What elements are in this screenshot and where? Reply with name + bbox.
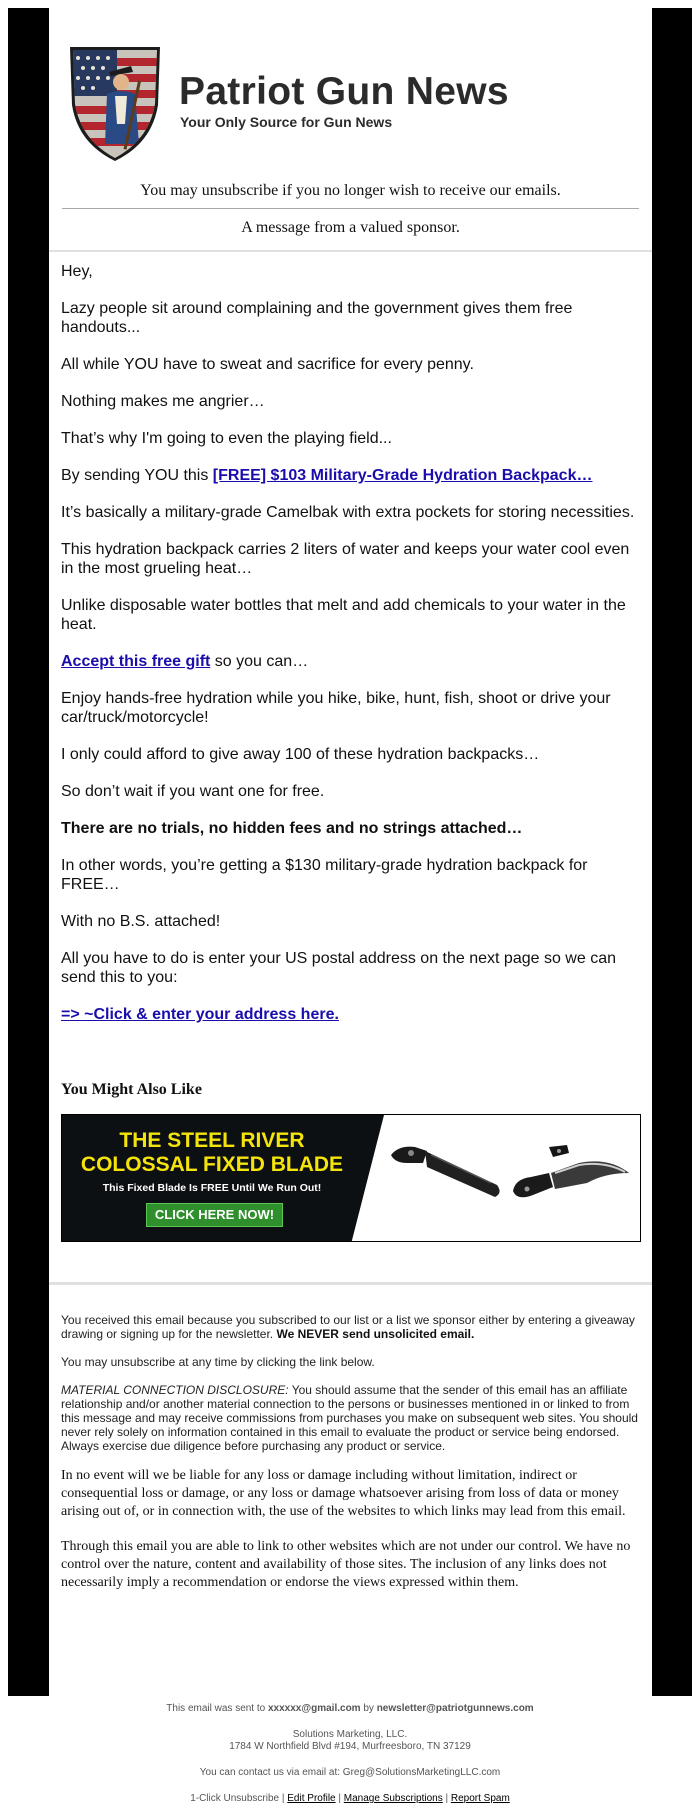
divider	[49, 250, 652, 252]
footer-links	[0, 1793, 700, 1805]
divider	[62, 208, 639, 209]
paragraph	[61, 1005, 643, 1024]
separator: |	[442, 1793, 451, 1804]
divider	[49, 1282, 652, 1285]
banner-headline-1: THE STEEL RIVER	[119, 1129, 305, 1152]
email-card	[49, 8, 652, 1696]
banner-subline: This Fixed Blade Is FREE Until We Run Out!	[102, 1182, 322, 1194]
paragraph-text: so you can…	[210, 653, 309, 670]
paragraph: It’s basically a military-grade Camelbak with extra pockets for storing necessities.	[61, 504, 635, 521]
paragraph: All you have to do is enter your US postal address on the next page so we can send this to you:	[61, 950, 616, 986]
paragraph: This hydration backpack carries 2 liters of water and keeps your water cool even in the most grueling heat…	[61, 541, 630, 577]
subscription-reason-text: You received this email because you subscribed to our list or a list we sponsor either by entering a giveaway drawing or signing up for the newsletter.	[61, 1313, 635, 1341]
brand-title: Patriot Gun News	[179, 70, 509, 113]
paragraph-text: By sending YOU this	[61, 467, 213, 484]
paragraph: In other words, you’re getting a $130 military-grade hydration backpack for FREE…	[61, 857, 588, 893]
patriot-shield-logo-icon	[69, 44, 161, 162]
paragraph: That’s why I'm going to even the playing field...	[61, 430, 392, 447]
email-body	[61, 262, 643, 1042]
free-backpack-link[interactable]: [FREE] $103 Military-Grade Hydration Backpack…	[212, 467, 593, 484]
brand-tagline: Your Only Source for Gun News	[180, 114, 393, 130]
email-footer	[0, 1703, 700, 1809]
report-spam-link[interactable]: Report Spam	[450, 1793, 510, 1804]
paragraph-bold: There are no trials, no hidden fees and no strings attached…	[61, 820, 523, 837]
steel-river-ad-banner[interactable]	[61, 1114, 641, 1242]
paragraph: I only could afford to give away 100 of these hydration backpacks…	[61, 746, 540, 763]
paragraph: So don’t wait if you want one for free.	[61, 783, 325, 800]
paragraph: Unlike disposable water bottles that melt and add chemicals to your water in the heat.	[61, 597, 626, 633]
separator: |	[335, 1793, 344, 1804]
company-address: 1784 W Northfield Blvd #194, Murfreesboro, TN 37129	[229, 1741, 471, 1752]
paragraph: All while YOU have to sweat and sacrifice for every penny.	[61, 356, 474, 373]
unsubscribe-anytime: You may unsubscribe at any time by clicking the link below.	[61, 1355, 375, 1369]
sent-to-line	[0, 1703, 700, 1715]
sender-email: newsletter@patriotgunnews.com	[376, 1703, 534, 1714]
sent-prefix: This email was sent to	[166, 1703, 268, 1714]
material-disclosure	[61, 1383, 647, 1453]
greeting: Hey,	[61, 263, 93, 280]
one-click-unsubscribe[interactable]: 1-Click Unsubscribe	[190, 1793, 280, 1804]
liability-disclaimer: In no event will we be liable for any loss or damage including without limitation, indirect or consequential loss or damage, or any loss or damage whatsoever arising from loss of data or money arising out of, or in connection with, the use of the websites to which links may lead from this email.	[61, 1468, 626, 1519]
paragraph: Nothing makes me angrier…	[61, 393, 265, 410]
fine-print	[61, 1313, 647, 1609]
separator: |	[279, 1793, 288, 1804]
unsubscribe-notice: You may unsubscribe if you no longer wish to receive our emails.	[140, 182, 561, 199]
fixed-blade-knife-icon	[509, 1143, 634, 1213]
edit-profile-link[interactable]: Edit Profile	[287, 1793, 336, 1804]
company-name: Solutions Marketing, LLC.	[292, 1729, 408, 1740]
subscription-reason	[61, 1313, 647, 1341]
sent-by: by	[360, 1703, 377, 1714]
paragraph	[61, 466, 643, 485]
paragraph: Enjoy hands-free hydration while you hike, bike, hunt, fish, shoot or drive your car/truck/motorcycle!	[61, 690, 611, 726]
banner-click-here-button[interactable]: CLICK HERE NOW!	[146, 1203, 283, 1227]
sponsor-notice: A message from a valued sponsor.	[241, 219, 460, 236]
also-like-heading: You Might Also Like	[61, 1081, 202, 1098]
disclosure-label: MATERIAL CONNECTION DISCLOSURE:	[61, 1383, 289, 1397]
sheathed-knife-icon	[387, 1137, 507, 1207]
enter-address-link[interactable]: => ~Click & enter your address here.	[61, 1006, 339, 1023]
paragraph: With no B.S. attached!	[61, 913, 221, 930]
external-links-disclaimer: Through this email you are able to link to other websites which are not under our control. We have no control over the nature, content and availability of those sites. The inclusion of any links does not necessarily imply a recommendation or endorse the views expressed within them.	[61, 1539, 631, 1590]
accept-gift-link[interactable]: Accept this free gift	[61, 653, 211, 670]
manage-subscriptions-link[interactable]: Manage Subscriptions	[343, 1793, 443, 1804]
disclosure-text: You should assume that the sender of this email has an affiliate relationship and/or another material connection to the persons or businesses mentioned in or linked to from this message and may receive commissions from purchases you make on subsequent web sites. You should never rely solely on information contained in this email to evaluate the product or service being endorsed. Always exercise due diligence before purchasing any product or service.	[61, 1383, 638, 1453]
paragraph: Lazy people sit around complaining and the government gives them free handouts...	[61, 300, 573, 336]
contact-line: You can contact us via email at: Greg@SolutionsMarketingLLC.com	[199, 1767, 501, 1778]
banner-headline-2: COLOSSAL FIXED BLADE	[80, 1153, 344, 1176]
no-unsolicited-text: We NEVER send unsolicited email.	[276, 1327, 475, 1341]
paragraph	[61, 652, 643, 671]
recipient-email: xxxxxx@gmail.com	[268, 1703, 361, 1714]
